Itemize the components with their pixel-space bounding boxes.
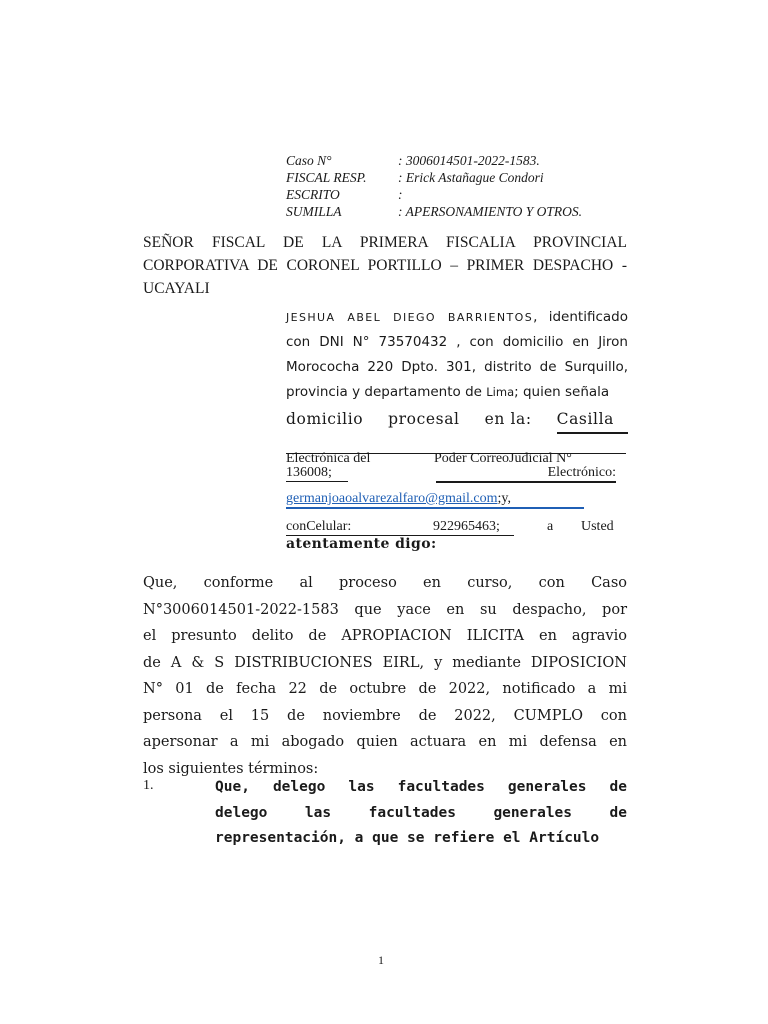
list-item-line: delego las facultades generales de [215, 804, 627, 821]
email-suffix: ;y, [497, 491, 511, 506]
header-value: : Erick Astañague Condori [398, 170, 544, 185]
case-header [286, 152, 582, 220]
email-link[interactable]: germanjoaoalvarezalfaro@gmail.com [286, 491, 498, 506]
casilla-number: 136008; [286, 465, 348, 482]
electronico-label: Electrónico: [436, 465, 616, 483]
body-line: persona el 15 de noviembre de 2022, CUMPLO con [143, 707, 627, 724]
party-text: , identificado con DNI N° 73570432 , con domicilio en Jiron Morococha 220 Dpto. 301, distrito de Surquillo, provincia y departamento de [286, 309, 628, 400]
header-value: : APERSONAMIENTO Y OTROS. [398, 204, 583, 219]
party-text-2: ; quien señala [514, 384, 610, 400]
header-label: FISCAL RESP. [286, 170, 367, 185]
header-label: SUMILLA [286, 204, 342, 219]
electronica-label: Electrónica del [286, 451, 371, 466]
list-item-line: Que, delego las facultades generales de [215, 779, 627, 795]
body-line: N°3006014501-2022-1583 que yace en su despacho, por [143, 601, 627, 618]
list-item-line: representación, a que se refiere el Artículo [215, 830, 600, 846]
header-label: Caso N° [286, 153, 332, 168]
page-number: 1 [378, 953, 384, 967]
domicilio-word: domicilio [286, 410, 364, 428]
body-line: los siguientes términos: [143, 760, 319, 777]
procesal-word: procesal [388, 410, 460, 428]
email-line [286, 491, 584, 509]
header-row-sumilla [286, 203, 582, 220]
list-item-number: 1. [143, 778, 154, 793]
list-item-text [215, 775, 627, 852]
en-la-word: en la: [484, 410, 532, 428]
header-row-escrito [286, 186, 582, 203]
domicilio-line [286, 407, 628, 434]
poder-label: Poder CorreoJudicial N° [434, 451, 572, 466]
party-lima: Lima [486, 385, 515, 399]
celular-label: conCelular: [286, 519, 352, 534]
body-line: Que, conforme al proceso en curso, con Caso [143, 575, 627, 591]
phone-number: 922965463; [433, 519, 500, 534]
casilla-word: Casilla [557, 407, 628, 434]
body-line: de A & S DISTRIBUCIONES EIRL, y mediante DIPOSICION [143, 654, 627, 671]
addressee: SEÑOR FISCAL DE LA PRIMERA FISCALIA PROVINCIAL CORPORATIVA DE CORONEL PORTILLO – PRIMER DESPACHO - UCAYALI [143, 234, 627, 297]
party-name: JESHUA ABEL DIEGO BARRIENTOS [286, 311, 534, 324]
celular-line [286, 519, 514, 536]
party-paragraph [286, 305, 628, 434]
atentamente-digo: atentamente digo: [286, 536, 437, 552]
header-value: : [398, 187, 403, 202]
header-value: : 3006014501-2022-1583. [398, 153, 540, 168]
body-line: apersonar a mi abogado quien actuara en mi defensa en [143, 734, 627, 750]
header-row-case [286, 152, 582, 169]
a-word: a [547, 519, 554, 534]
body-line: el presunto delito de APROPIACION ILICITA en agravio [143, 628, 627, 644]
header-row-fiscal [286, 169, 582, 186]
body-line: N° 01 de fecha 22 de octubre de 2022, notificado a mi [143, 681, 627, 697]
body-paragraph [143, 570, 627, 782]
usted-word: Usted [581, 519, 614, 534]
header-label: ESCRITO [286, 187, 340, 202]
